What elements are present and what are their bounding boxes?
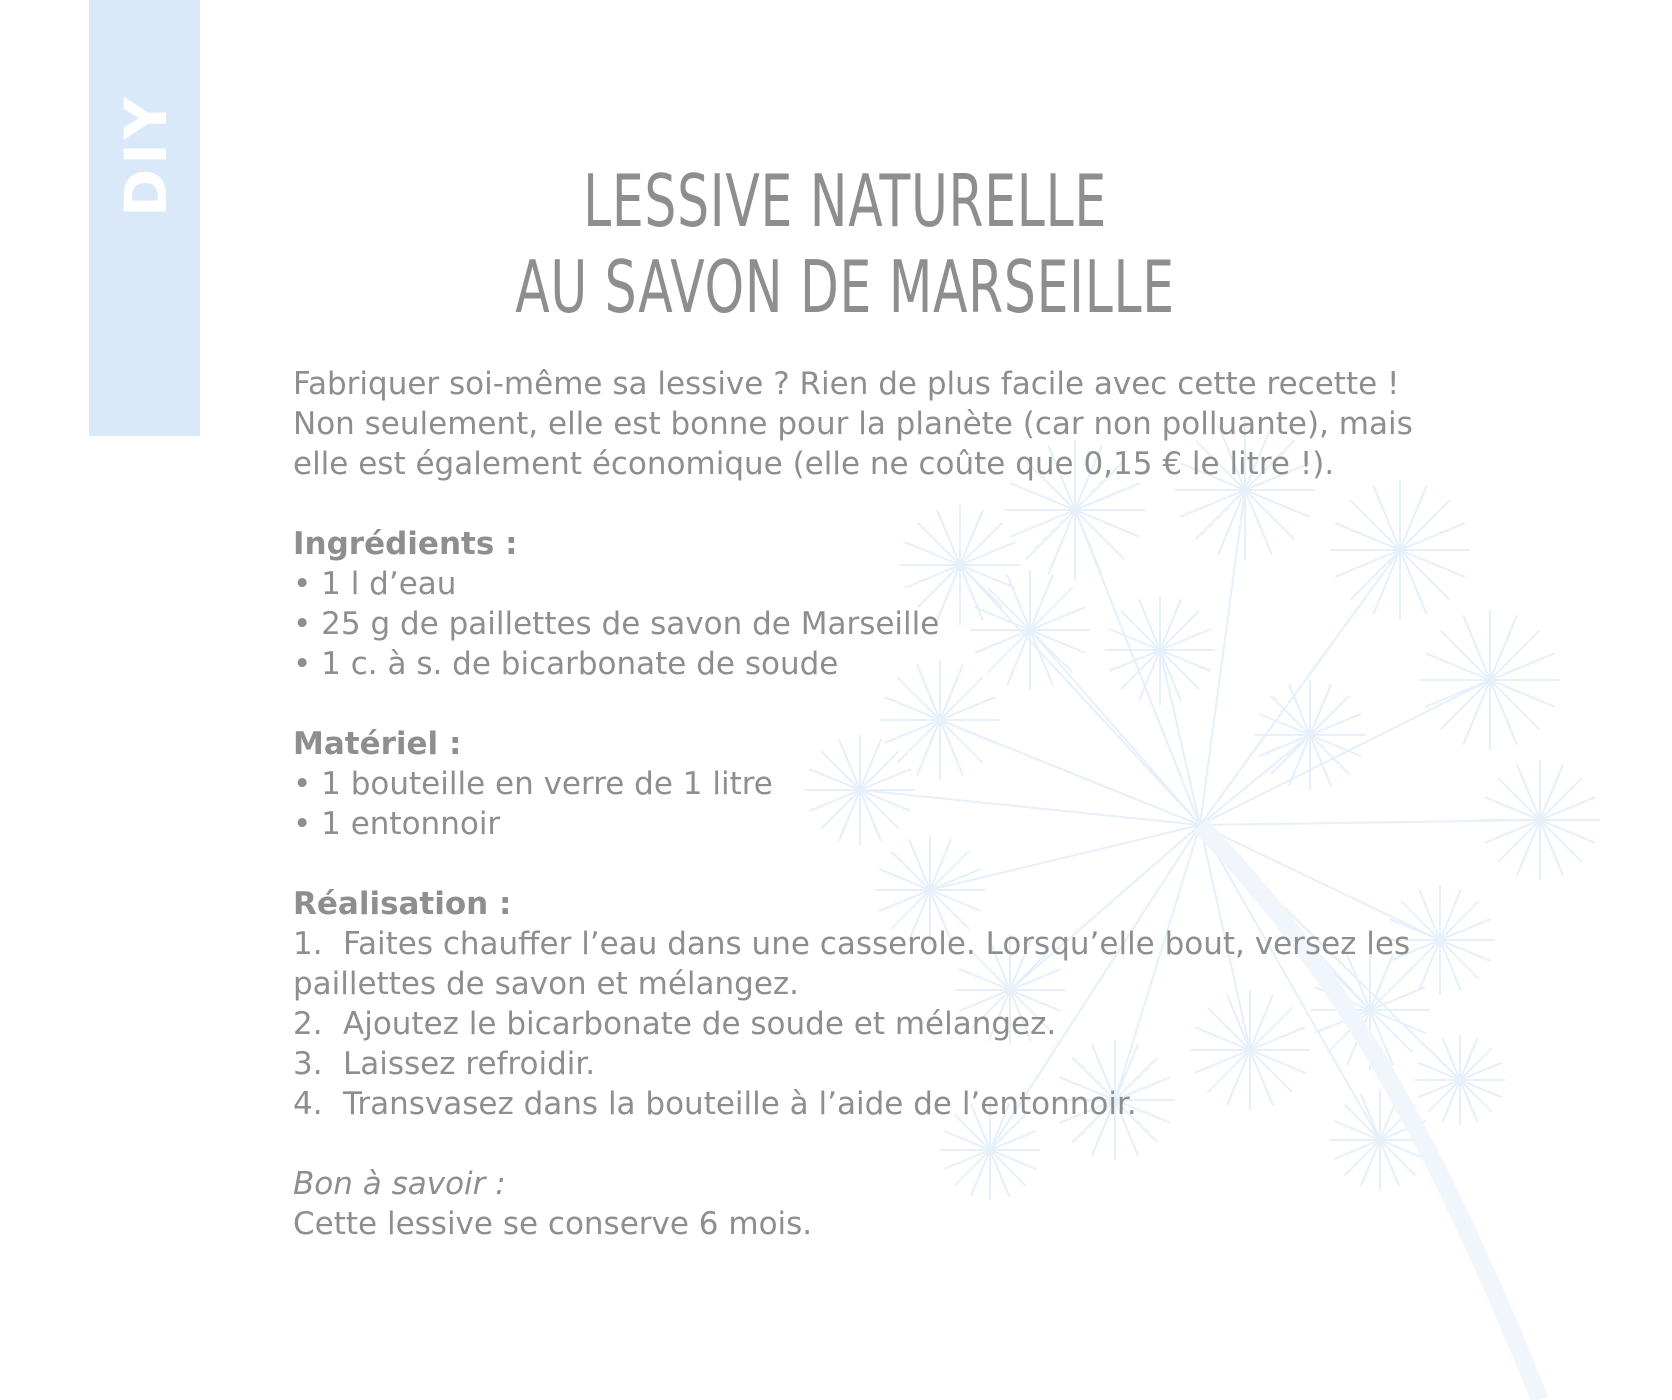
side-tab-label: DIY <box>112 93 180 217</box>
step-item <box>293 1004 1413 1044</box>
ingredients-section <box>293 524 1413 684</box>
materiel-item: • 1 bouteille en verre de 1 litre <box>293 766 773 802</box>
intro-line-2: Non seulement, elle est bonne pour la planète (car non polluante), mais <box>293 406 1413 442</box>
title-line-1: LESSIVE NATURELLE <box>583 159 1107 243</box>
step-item <box>293 924 1413 964</box>
step-text: Faites chauffer l’eau dans une casserole. Lorsqu’elle bout, versez les <box>343 926 1411 962</box>
title-line-2: AU SAVON DE MARSEILLE <box>515 245 1175 329</box>
step-text: Transvasez dans la bouteille à l’aide de l’entonnoir. <box>343 1086 1137 1122</box>
ingredient-item: • 1 c. à s. de bicarbonate de soude <box>293 646 839 682</box>
tip-heading: Bon à savoir : <box>293 1166 506 1202</box>
realisation-section <box>293 884 1413 1124</box>
step-number: 1. <box>293 926 323 962</box>
step-item <box>293 1044 1413 1084</box>
realisation-heading: Réalisation : <box>293 886 512 922</box>
ingredient-item: • 1 l d’eau <box>293 566 457 602</box>
step-text: Laissez refroidir. <box>343 1046 596 1082</box>
ingredients-heading: Ingrédients : <box>293 526 518 562</box>
step-number: 3. <box>293 1046 323 1082</box>
materiel-item: • 1 entonnoir <box>293 806 501 842</box>
materiel-section <box>293 724 1413 844</box>
step-item <box>293 1084 1413 1124</box>
ingredient-item: • 25 g de paillettes de savon de Marseille <box>293 606 940 642</box>
step-text-continuation: paillettes de savon et mélangez. <box>293 966 800 1002</box>
materiel-heading: Matériel : <box>293 726 462 762</box>
tip-section <box>293 1164 1413 1244</box>
step-number: 2. <box>293 1006 323 1042</box>
page-title <box>492 158 1199 330</box>
intro-line-3: elle est également économique (elle ne coûte que 0,15 € le litre !). <box>293 446 1335 482</box>
recipe-content <box>293 364 1413 1244</box>
step-text: Ajoutez le bicarbonate de soude et mélangez. <box>343 1006 1057 1042</box>
intro-line-1: Fabriquer soi-même sa lessive ? Rien de plus facile avec cette recette ! <box>293 366 1400 402</box>
intro-paragraph <box>293 364 1413 484</box>
step-number: 4. <box>293 1086 323 1122</box>
tip-text: Cette lessive se conserve 6 mois. <box>293 1206 813 1242</box>
